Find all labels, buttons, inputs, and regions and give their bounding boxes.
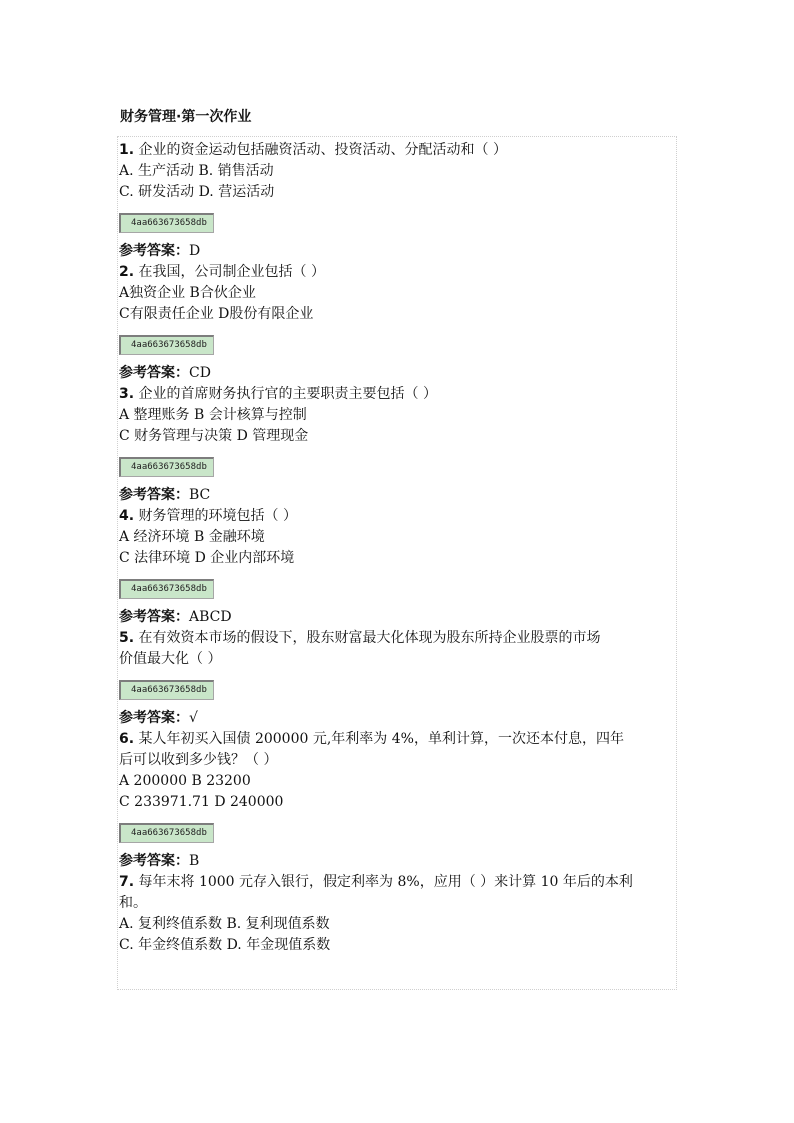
question-text	[119, 729, 675, 750]
answer-input-field[interactable]: 4aa663673658db	[119, 680, 214, 700]
option-line: A 整理账务 B 会计核算与控制	[119, 407, 307, 423]
answer-label: 参考答案：	[119, 710, 189, 726]
question-number: 6.	[119, 731, 135, 747]
option-line: A. 生产活动 B. 销售活动	[119, 163, 274, 179]
question-4	[119, 506, 675, 628]
question-text	[119, 384, 675, 405]
question-list	[119, 140, 675, 956]
option-line: C. 年金终值系数 D. 年金现值系数	[119, 937, 331, 953]
answer-input-field[interactable]: 4aa663673658db	[119, 213, 214, 233]
answer-value: B	[189, 853, 200, 869]
question-7	[119, 872, 675, 956]
question-number: 7.	[119, 874, 135, 890]
answer-value: BC	[189, 487, 211, 503]
question-number: 2.	[119, 264, 135, 280]
reference-answer	[119, 708, 675, 729]
question-6	[119, 729, 675, 872]
answer-value: D	[189, 243, 201, 259]
option-line: C有限责任企业 D股份有限企业	[119, 306, 314, 322]
answer-input-field[interactable]: 4aa663673658db	[119, 823, 214, 843]
reference-answer	[119, 485, 675, 506]
question-number: 1.	[119, 142, 135, 158]
question-text	[119, 140, 675, 161]
option-line: C 233971.71 D 240000	[119, 794, 284, 810]
reference-answer	[119, 607, 675, 628]
answer-label: 参考答案：	[119, 487, 189, 503]
page-title: 财务管理·第一次作业	[120, 109, 252, 125]
question-5	[119, 628, 675, 729]
question-text	[119, 872, 675, 893]
question-stem: 在有效资本市场的假设下，股东财富最大化体现为股东所持企业股票的市场	[138, 630, 601, 646]
question-stem: 财务管理的环境包括（ ）	[138, 508, 297, 524]
answer-label: 参考答案：	[119, 365, 189, 381]
question-text	[119, 262, 675, 283]
option-line: A 经济环境 B 金融环境	[119, 529, 265, 545]
question-stem: 在我国，公司制企业包括（ ）	[138, 264, 325, 280]
answer-value: CD	[189, 365, 211, 381]
question-text	[119, 506, 675, 527]
option-line: C 法律环境 D 企业内部环境	[119, 550, 295, 566]
reference-answer	[119, 241, 675, 262]
answer-value: √	[189, 710, 198, 726]
reference-answer	[119, 851, 675, 872]
option-line: A独资企业 B合伙企业	[119, 285, 256, 301]
question-number: 3.	[119, 386, 135, 402]
answer-input-field[interactable]: 4aa663673658db	[119, 457, 214, 477]
option-line: A. 复利终值系数 B. 复利现值系数	[119, 916, 330, 932]
answer-input-field[interactable]: 4aa663673658db	[119, 335, 214, 355]
question-text-continued: 和。	[119, 895, 147, 911]
question-stem: 企业的资金运动包括融资活动、投资活动、分配活动和（ ）	[138, 142, 507, 158]
question-1	[119, 140, 675, 262]
answer-label: 参考答案：	[119, 609, 189, 625]
question-stem: 某人年初买入国债 200000 元,年利率为 4%，单利计算，一次还本付息，四年	[138, 731, 624, 747]
answer-label: 参考答案：	[119, 243, 189, 259]
question-text-continued: 后可以收到多少钱？（ ）	[119, 752, 278, 768]
answer-input-field[interactable]: 4aa663673658db	[119, 579, 214, 599]
question-stem: 企业的首席财务执行官的主要职责主要包括（ ）	[138, 386, 437, 402]
option-line: A 200000 B 23200	[119, 773, 251, 789]
option-line: C. 研发活动 D. 营运活动	[119, 184, 275, 200]
question-text	[119, 628, 675, 649]
question-stem: 每年末将 1000 元存入银行，假定利率为 8%，应用（ ）来计算 10 年后的本利	[138, 874, 633, 890]
question-2	[119, 262, 675, 384]
answer-value: ABCD	[189, 609, 232, 625]
question-3	[119, 384, 675, 506]
question-number: 5.	[119, 630, 135, 646]
reference-answer	[119, 363, 675, 384]
question-text-continued: 价值最大化（ ）	[119, 651, 222, 667]
question-number: 4.	[119, 508, 135, 524]
answer-label: 参考答案：	[119, 853, 189, 869]
option-line: C 财务管理与决策 D 管理现金	[119, 428, 309, 444]
